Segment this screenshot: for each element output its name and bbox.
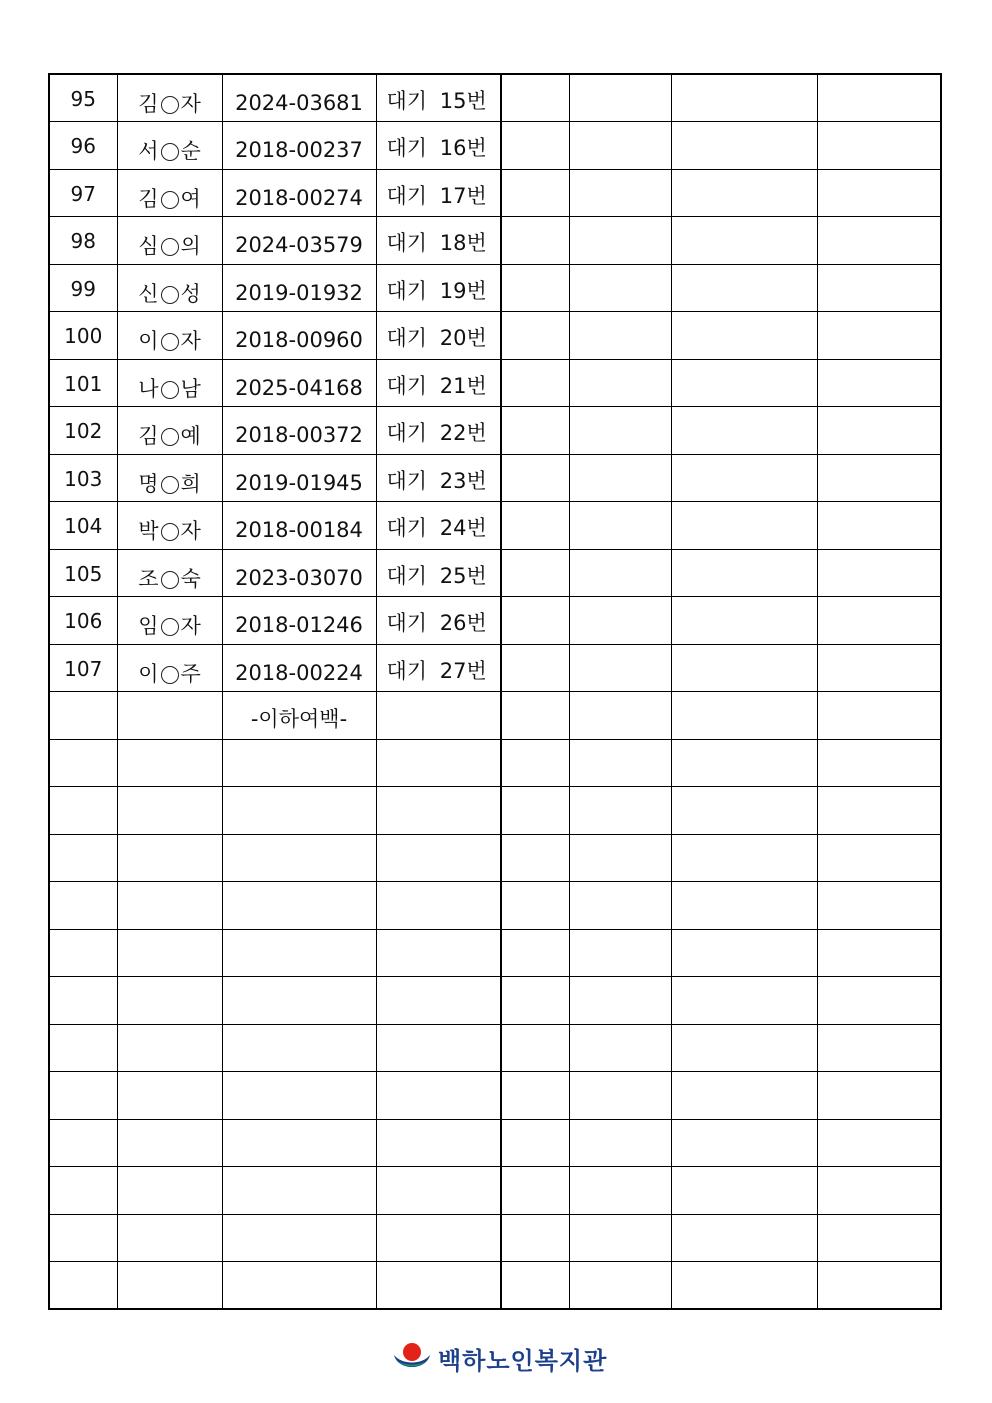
wait-status: 대기 20번	[376, 312, 501, 360]
empty-cell	[501, 359, 569, 407]
empty-cell	[569, 217, 671, 265]
empty-cell	[501, 169, 569, 217]
empty-cell	[569, 1262, 671, 1310]
name-first-char: 이	[138, 329, 159, 354]
masked-name	[117, 454, 222, 502]
wait-status: 대기 15번	[376, 74, 501, 122]
name-first-char: 박	[138, 519, 159, 544]
empty-cell	[501, 264, 569, 312]
empty-cell	[817, 122, 941, 170]
mask-circle-icon	[161, 523, 179, 541]
name-last-char: 숙	[180, 566, 201, 591]
table-row	[49, 169, 941, 217]
empty-cell	[501, 739, 569, 787]
table-row	[49, 407, 941, 455]
empty-cell	[671, 359, 817, 407]
name-first-char: 신	[138, 281, 159, 306]
empty-cell	[817, 644, 941, 692]
empty-cell	[501, 122, 569, 170]
member-id: 2018-00960	[222, 312, 376, 360]
empty-cell	[49, 929, 117, 977]
table-row	[49, 692, 941, 740]
wait-status: 대기 16번	[376, 122, 501, 170]
empty-cell	[501, 1167, 569, 1215]
empty-cell	[117, 692, 222, 740]
empty-cell	[49, 1119, 117, 1167]
empty-cell	[671, 454, 817, 502]
row-number: 95	[49, 74, 117, 122]
wait-status: 대기 26번	[376, 597, 501, 645]
table-row	[49, 1262, 941, 1310]
member-id: 2019-01932	[222, 264, 376, 312]
empty-cell	[671, 977, 817, 1025]
empty-cell	[117, 1214, 222, 1262]
empty-cell	[569, 1214, 671, 1262]
empty-cell	[671, 169, 817, 217]
table-row	[49, 1167, 941, 1215]
empty-cell	[569, 264, 671, 312]
empty-cell	[569, 787, 671, 835]
mask-circle-icon	[161, 238, 179, 256]
empty-cell	[569, 882, 671, 930]
empty-cell	[117, 1262, 222, 1310]
mask-circle-icon	[161, 96, 179, 114]
empty-cell	[222, 977, 376, 1025]
empty-cell	[671, 1119, 817, 1167]
member-id: 2025-04168	[222, 359, 376, 407]
empty-cell	[817, 977, 941, 1025]
mask-circle-icon	[161, 428, 179, 446]
empty-cell	[501, 1119, 569, 1167]
mask-circle-icon	[161, 286, 179, 304]
table-row	[49, 929, 941, 977]
wait-status: 대기 19번	[376, 264, 501, 312]
empty-cell	[501, 644, 569, 692]
empty-cell	[569, 1072, 671, 1120]
empty-cell	[817, 1119, 941, 1167]
wait-status: 대기 22번	[376, 407, 501, 455]
empty-cell	[817, 1167, 941, 1215]
empty-cell	[222, 1072, 376, 1120]
empty-cell	[222, 1167, 376, 1215]
row-number: 104	[49, 502, 117, 550]
empty-cell	[817, 1072, 941, 1120]
table-row	[49, 1119, 941, 1167]
empty-cell	[117, 739, 222, 787]
row-number: 99	[49, 264, 117, 312]
empty-cell	[501, 1072, 569, 1120]
empty-cell	[817, 787, 941, 835]
empty-cell	[671, 122, 817, 170]
empty-cell	[817, 1262, 941, 1310]
empty-cell	[117, 787, 222, 835]
table-row	[49, 1214, 941, 1262]
empty-cell	[49, 1167, 117, 1215]
name-first-char: 김	[138, 424, 159, 449]
waitlist-table-body	[49, 74, 941, 1309]
empty-cell	[501, 1024, 569, 1072]
empty-cell	[501, 1262, 569, 1310]
empty-cell	[817, 1024, 941, 1072]
member-id: 2024-03681	[222, 74, 376, 122]
empty-cell	[376, 1262, 501, 1310]
empty-cell	[569, 454, 671, 502]
empty-cell	[501, 407, 569, 455]
empty-cell	[569, 359, 671, 407]
name-last-char: 주	[180, 661, 201, 686]
table-row	[49, 502, 941, 550]
empty-cell	[671, 1024, 817, 1072]
member-id: 2018-00184	[222, 502, 376, 550]
empty-cell	[569, 1024, 671, 1072]
empty-cell	[222, 1262, 376, 1310]
empty-cell	[671, 502, 817, 550]
name-last-char: 자	[180, 519, 201, 544]
row-number: 97	[49, 169, 117, 217]
empty-cell	[117, 834, 222, 882]
empty-cell	[501, 502, 569, 550]
name-last-char: 의	[180, 234, 201, 259]
mask-circle-icon	[161, 618, 179, 636]
row-number: 98	[49, 217, 117, 265]
empty-cell	[501, 834, 569, 882]
row-number: 101	[49, 359, 117, 407]
name-first-char: 나	[138, 376, 159, 401]
empty-cell	[49, 977, 117, 1025]
empty-cell	[117, 1072, 222, 1120]
empty-cell	[222, 882, 376, 930]
empty-cell	[49, 739, 117, 787]
empty-cell	[49, 1024, 117, 1072]
empty-cell	[376, 929, 501, 977]
empty-cell	[376, 1119, 501, 1167]
empty-cell	[671, 597, 817, 645]
masked-name	[117, 264, 222, 312]
table-row	[49, 549, 941, 597]
masked-name	[117, 217, 222, 265]
empty-cell	[117, 1024, 222, 1072]
empty-cell	[569, 549, 671, 597]
empty-cell	[671, 1167, 817, 1215]
empty-cell	[817, 502, 941, 550]
masked-name	[117, 597, 222, 645]
empty-cell	[49, 787, 117, 835]
empty-cell	[817, 834, 941, 882]
empty-cell	[222, 787, 376, 835]
empty-cell	[817, 597, 941, 645]
name-last-char: 여	[180, 186, 201, 211]
empty-cell	[222, 1119, 376, 1167]
table-row	[49, 1024, 941, 1072]
empty-cell	[569, 74, 671, 122]
mask-circle-icon	[161, 333, 179, 351]
row-number: 96	[49, 122, 117, 170]
empty-cell	[817, 739, 941, 787]
empty-cell	[817, 359, 941, 407]
empty-cell	[501, 454, 569, 502]
empty-cell	[501, 882, 569, 930]
table-row	[49, 977, 941, 1025]
mask-circle-icon	[161, 191, 179, 209]
wait-status: 대기 25번	[376, 549, 501, 597]
row-number: 103	[49, 454, 117, 502]
masked-name	[117, 549, 222, 597]
empty-cell	[569, 502, 671, 550]
row-number: 106	[49, 597, 117, 645]
wait-status: 대기 27번	[376, 644, 501, 692]
empty-cell	[501, 787, 569, 835]
empty-cell	[817, 169, 941, 217]
empty-cell	[671, 929, 817, 977]
name-first-char: 김	[138, 92, 159, 116]
empty-cell	[671, 692, 817, 740]
name-last-char: 순	[180, 139, 201, 164]
empty-cell	[817, 312, 941, 360]
empty-cell	[501, 597, 569, 645]
row-number: 105	[49, 549, 117, 597]
table-row	[49, 74, 941, 122]
empty-cell	[376, 787, 501, 835]
empty-cell	[501, 312, 569, 360]
empty-cell	[817, 264, 941, 312]
name-last-char: 자	[180, 92, 201, 116]
masked-name	[117, 502, 222, 550]
mask-circle-icon	[161, 666, 179, 684]
table-row	[49, 787, 941, 835]
empty-cell	[117, 882, 222, 930]
empty-cell	[501, 74, 569, 122]
mask-circle-icon	[161, 381, 179, 399]
name-first-char: 명	[138, 471, 159, 496]
empty-cell	[49, 834, 117, 882]
table-row	[49, 454, 941, 502]
name-last-char: 자	[180, 614, 201, 639]
empty-cell	[569, 977, 671, 1025]
table-row	[49, 312, 941, 360]
member-id: 2018-01246	[222, 597, 376, 645]
name-first-char: 임	[138, 614, 159, 639]
empty-cell	[222, 1214, 376, 1262]
masked-name	[117, 644, 222, 692]
masked-name	[117, 359, 222, 407]
masked-name	[117, 407, 222, 455]
empty-cell	[222, 739, 376, 787]
empty-cell	[671, 882, 817, 930]
wait-status: 대기 23번	[376, 454, 501, 502]
member-id: 2018-00237	[222, 122, 376, 170]
empty-cell	[671, 312, 817, 360]
empty-cell	[376, 739, 501, 787]
empty-cell	[817, 549, 941, 597]
empty-cell	[569, 312, 671, 360]
empty-cell	[671, 74, 817, 122]
masked-name	[117, 122, 222, 170]
empty-cell	[376, 1072, 501, 1120]
empty-cell	[569, 834, 671, 882]
empty-cell	[817, 74, 941, 122]
mask-circle-icon	[161, 476, 179, 494]
empty-cell	[569, 692, 671, 740]
empty-cell	[49, 1262, 117, 1310]
empty-cell	[501, 217, 569, 265]
masked-name	[117, 74, 222, 122]
table-row	[49, 739, 941, 787]
empty-cell	[817, 1214, 941, 1262]
wait-status: 대기 24번	[376, 502, 501, 550]
empty-cell	[817, 882, 941, 930]
blank-below-marker: -이하여백-	[222, 692, 376, 740]
table-row	[49, 882, 941, 930]
name-last-char: 희	[180, 471, 201, 496]
name-first-char: 조	[138, 566, 159, 591]
row-number: 102	[49, 407, 117, 455]
empty-cell	[569, 644, 671, 692]
empty-cell	[671, 264, 817, 312]
name-last-char: 성	[180, 281, 201, 306]
empty-cell	[817, 454, 941, 502]
empty-cell	[671, 644, 817, 692]
waitlist-table	[48, 73, 942, 1310]
empty-cell	[376, 882, 501, 930]
empty-cell	[671, 739, 817, 787]
empty-cell	[376, 977, 501, 1025]
empty-cell	[117, 1119, 222, 1167]
row-number: 100	[49, 312, 117, 360]
name-first-char: 이	[138, 661, 159, 686]
empty-cell	[117, 1167, 222, 1215]
member-id: 2018-00274	[222, 169, 376, 217]
member-id: 2018-00224	[222, 644, 376, 692]
empty-cell	[671, 549, 817, 597]
sun-wave-emblem-icon	[392, 1341, 432, 1375]
empty-cell	[569, 122, 671, 170]
table-row	[49, 644, 941, 692]
empty-cell	[501, 692, 569, 740]
empty-cell	[49, 882, 117, 930]
empty-cell	[569, 929, 671, 977]
empty-cell	[501, 549, 569, 597]
footer-logo	[392, 1340, 607, 1376]
empty-cell	[117, 977, 222, 1025]
mask-circle-icon	[161, 143, 179, 161]
empty-cell	[569, 739, 671, 787]
empty-cell	[501, 929, 569, 977]
table-row	[49, 217, 941, 265]
table-row	[49, 597, 941, 645]
table-row	[49, 122, 941, 170]
wait-status: 대기 21번	[376, 359, 501, 407]
table-row	[49, 1072, 941, 1120]
name-first-char: 심	[138, 234, 159, 259]
empty-cell	[376, 834, 501, 882]
name-first-char: 서	[138, 139, 159, 164]
member-id: 2024-03579	[222, 217, 376, 265]
member-id: 2023-03070	[222, 549, 376, 597]
empty-cell	[569, 1167, 671, 1215]
wait-status: 대기 18번	[376, 217, 501, 265]
empty-cell	[671, 1262, 817, 1310]
empty-cell	[569, 169, 671, 217]
empty-cell	[817, 217, 941, 265]
empty-cell	[569, 597, 671, 645]
table-row	[49, 834, 941, 882]
table-row	[49, 264, 941, 312]
member-id: 2019-01945	[222, 454, 376, 502]
empty-cell	[671, 407, 817, 455]
empty-cell	[222, 1024, 376, 1072]
empty-cell	[569, 407, 671, 455]
table-row	[49, 359, 941, 407]
empty-cell	[222, 834, 376, 882]
empty-cell	[671, 787, 817, 835]
empty-cell	[501, 977, 569, 1025]
empty-cell	[671, 834, 817, 882]
name-last-char: 자	[180, 329, 201, 354]
empty-cell	[817, 692, 941, 740]
empty-cell	[49, 1072, 117, 1120]
name-last-char: 남	[180, 376, 201, 401]
name-last-char: 예	[180, 424, 201, 449]
empty-cell	[376, 1024, 501, 1072]
masked-name	[117, 312, 222, 360]
wait-status: 대기 17번	[376, 169, 501, 217]
empty-cell	[49, 1214, 117, 1262]
empty-cell	[501, 1214, 569, 1262]
row-number: 107	[49, 644, 117, 692]
empty-cell	[222, 929, 376, 977]
empty-cell	[376, 692, 501, 740]
mask-circle-icon	[161, 571, 179, 589]
masked-name	[117, 169, 222, 217]
empty-cell	[817, 407, 941, 455]
empty-cell	[117, 929, 222, 977]
empty-cell	[671, 1072, 817, 1120]
empty-cell	[49, 692, 117, 740]
logo-text: 백하노인복지관	[438, 1346, 608, 1375]
empty-cell	[671, 217, 817, 265]
member-id: 2018-00372	[222, 407, 376, 455]
empty-cell	[376, 1167, 501, 1215]
empty-cell	[671, 1214, 817, 1262]
name-first-char: 김	[138, 186, 159, 211]
empty-cell	[569, 1119, 671, 1167]
empty-cell	[817, 929, 941, 977]
empty-cell	[376, 1214, 501, 1262]
